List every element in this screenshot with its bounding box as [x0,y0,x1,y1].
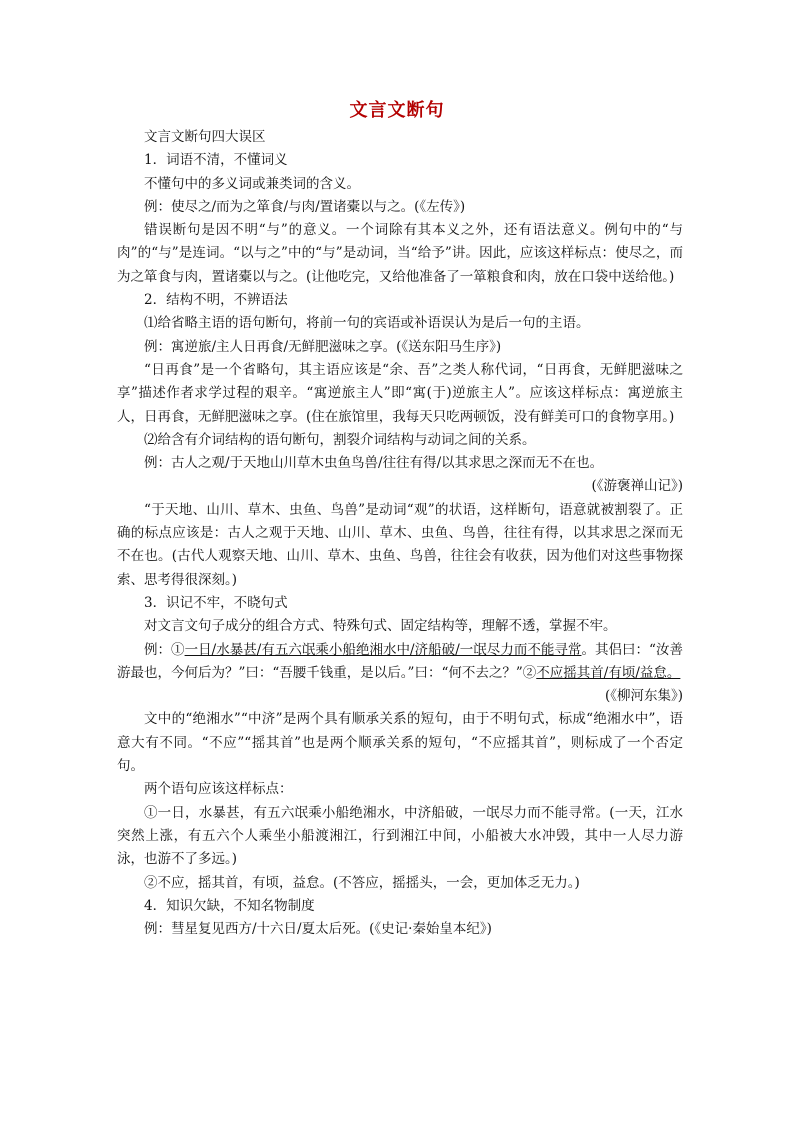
paragraph: 2．结构不明，不辨语法 [144,292,288,309]
paragraph: 文言文断句四大误区 [144,129,266,145]
paragraph [117,639,683,686]
paragraph-text-run: 例：① [144,641,185,658]
paragraph: 文中的“绝湘水”“中济”是两个具有顺承关系的短句，由于不明句式，标成“绝湘水中”，语意大有不同。“不应”“摇其首”也是两个顺承关系的短句，“不应摇其首”，则标成了一个否定句。 [117,711,683,775]
paragraph: ⑴给省略主语的语句断句，将前一句的宾语或补语误认为是后一句的主语。 [144,315,590,332]
paragraph: 两个语句应该这样标点： [144,781,293,798]
paragraph: 4．知识欠缺，不知名物制度 [144,897,315,914]
paragraph: (《柳河东集》) [604,688,683,705]
paragraph-text-run: 。其侣曰：“汝善游最也，今何后为？”曰：“吾腰千钱重，是以后。”曰：“何不去之？”② [117,641,684,681]
paragraph: (《游褒禅山记》) [591,478,683,495]
underlined-example-text: 不应摇其首/有顷/益怠。 [536,664,681,681]
document-body [117,126,683,941]
paragraph: 例：古人之观/于天地山川草木虫鱼鸟兽/往往有得/以其求思之深而无不在也。 [144,455,604,472]
paragraph: ②不应，摇其首，有顷，益怠。(不答应，摇摇头，一会，更加体乏无力。) [144,874,580,891]
paragraph: 对文言文句子成分的组合方式、特殊句式、固定结构等，理解不透，掌握不牢。 [144,618,617,635]
paragraph: 1．词语不清，不懂词义 [144,152,288,169]
paragraph: 例：彗星复见西方/十六日/夏太后死。(《史记·秦始皇本纪》) [144,921,492,938]
paragraph: 不懂句中的多义词或兼类词的含义。 [144,175,360,192]
document-title: 文言文断句 [349,100,445,121]
paragraph: 例：寓逆旅/主人日再食/无鲜肥滋味之享。(《送东阳马生序》) [144,338,502,355]
paragraph: 例：使尽之/而为之箪食/与肉/置诸橐以与之。(《左传》) [144,198,466,215]
paragraph: 错误断句是因不明“与”的意义。一个词除有其本义之外，还有语法意义。例句中的“与肉”的“与”是连词。“以与之”中的“与”是动词，当“给予”讲。因此，应该这样标点：使尽之，而为之箪食与肉，置诸橐以与之。(让他吃完，又给他准备了一箪粮食和肉，放在口袋中送给他。) [117,222,683,285]
underlined-example-text: 一日/水暴甚/有五六氓乘小船绝湘水中/济船破/一氓尽力而不能寻常 [184,641,582,658]
paragraph: ①一日，水暴甚，有五六氓乘小船绝湘水，中济船破，一氓尽力而不能寻常。(一天，江水突然上涨，有五六个人乘坐小船渡湘江，行到湘江中间，小船被大水冲毁，其中一人尽力游泳，也游不了多远。) [117,804,683,868]
paragraph: ⑵给含有介词结构的语句断句，割裂介词结构与动词之间的关系。 [144,431,536,448]
paragraph: “日再食”是一个省略句，其主语应该是“余、吾”之类人称代词，“日再食，无鲜肥滋味之享”描述作者求学过程的艰辛。“寓逆旅主人”即“寓(于)逆旅主人”。应该这样标点：寓逆旅主人，日再食，无鲜肥滋味之享。(住在旅馆里，我每天只吃两顿饭，没有鲜美可口的食物享用。) [117,361,683,425]
paragraph: “于天地、山川、草木、虫鱼、鸟兽”是动词“观”的状语，这样断句，语意就被割裂了。正确的标点应该是：古人之观于天地、山川、草木、虫鱼、鸟兽，往往有得，以其求思之深而无不在也。(古代人观察天地、山川、草木、虫鱼、鸟兽，往往会有收获，因为他们对这些事物探索、思考得很深刻。) [117,501,683,588]
paragraph: 3．识记不牢，不晓句式 [144,594,288,611]
